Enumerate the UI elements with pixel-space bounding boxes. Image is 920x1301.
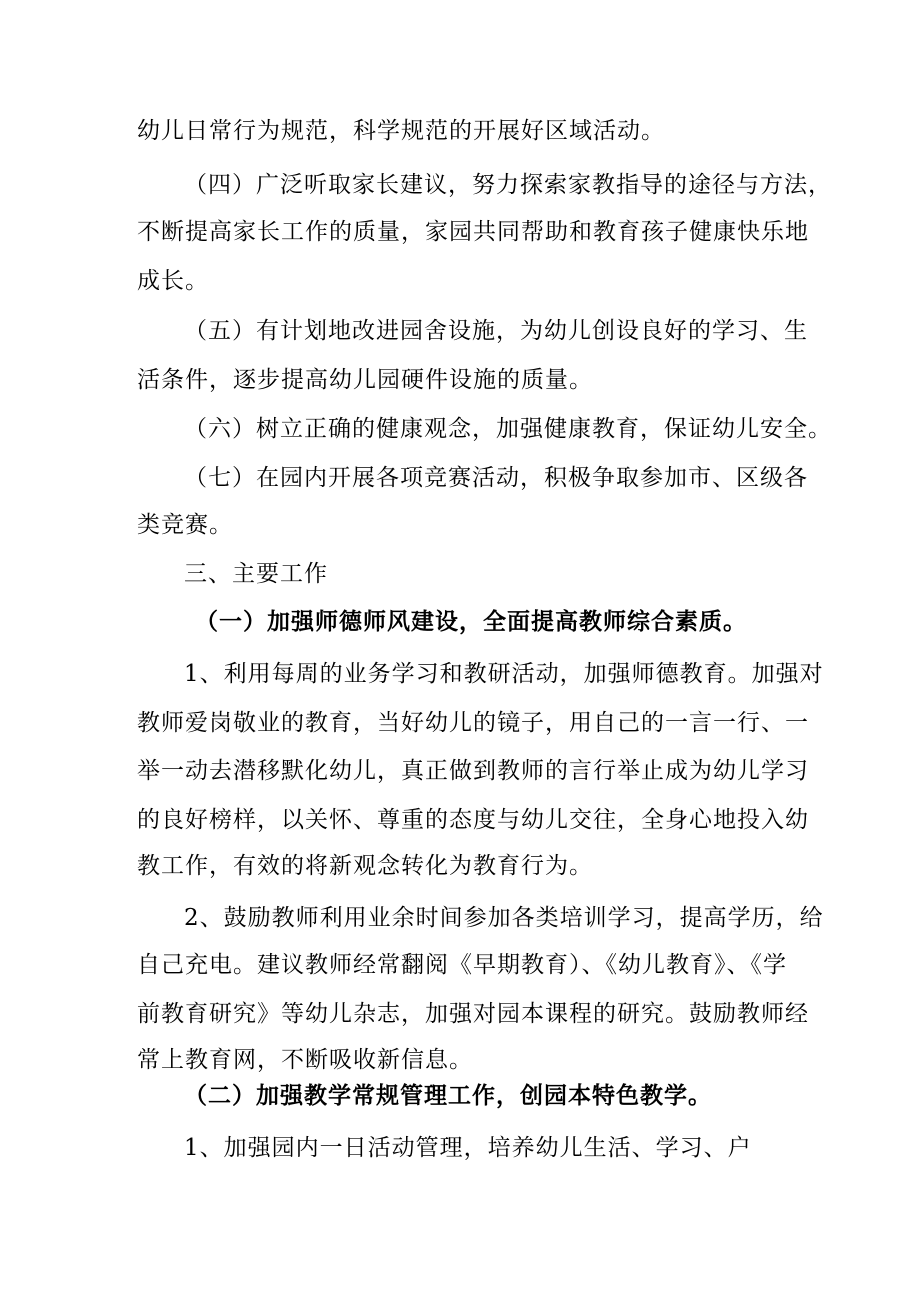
text-line: 常上教育网，不断吸收新信息。 bbox=[137, 1047, 473, 1073]
subsection-heading: （二）加强教学常规管理工作，创园本特色教学。 bbox=[184, 1082, 712, 1109]
subsection-heading: （一）加强师德师风建设，全面提高教师综合素质。 bbox=[195, 608, 747, 635]
text-line: 1、加强园内一日活动管理，培养幼儿生活、学习、户 bbox=[184, 1135, 752, 1161]
text-line: 举一动去潜移默化幼儿，真正做到教师的言行举止成为幼儿学习 bbox=[137, 758, 809, 784]
text-line: 类竞赛。 bbox=[137, 512, 233, 538]
text-line: 成长。 bbox=[137, 268, 209, 294]
text-line: 的良好榜样，以关怀、尊重的态度与幼儿交往，全身心地投入幼 bbox=[137, 807, 809, 833]
text-line: 不断提高家长工作的质量，家园共同帮助和教育孩子健康快乐地 bbox=[137, 219, 809, 245]
text-line: （四）广泛听取家长建议，努力探索家教指导的途径与方法， bbox=[184, 172, 832, 198]
text-line: 教工作，有效的将新观念转化为教育行为。 bbox=[137, 853, 593, 879]
text-line: 幼儿日常行为规范，科学规范的开展好区域活动。 bbox=[137, 118, 665, 144]
text-line: 2、鼓励教师利用业余时间参加各类培训学习，提高学历，给 bbox=[184, 905, 824, 931]
text-line: 前教育研究》等幼儿杂志，加强对园本课程的研究。鼓励教师经 bbox=[137, 1001, 809, 1027]
text-line: 1、利用每周的业务学习和教研活动，加强师德教育。加强对 bbox=[184, 661, 824, 687]
text-line: （六）树立正确的健康观念，加强健康教育，保证幼儿安全。 bbox=[184, 416, 832, 442]
text-line: （七）在园内开展各项竞赛活动，积极争取参加市、区级各 bbox=[184, 465, 808, 491]
section-heading: 三、主要工作 bbox=[184, 561, 328, 587]
text-line: 自己充电。建议教师经常翻阅《早期教育）、《幼儿教育》、《学 bbox=[137, 952, 787, 978]
text-line: 教师爱岗敬业的教育，当好幼儿的镜子，用自己的一言一行、一 bbox=[137, 710, 809, 736]
text-line: （五）有计划地改进园舍设施，为幼儿创设良好的学习、生 bbox=[184, 318, 808, 344]
text-line: 活条件，逐步提高幼儿园硬件设施的质量。 bbox=[137, 367, 593, 393]
